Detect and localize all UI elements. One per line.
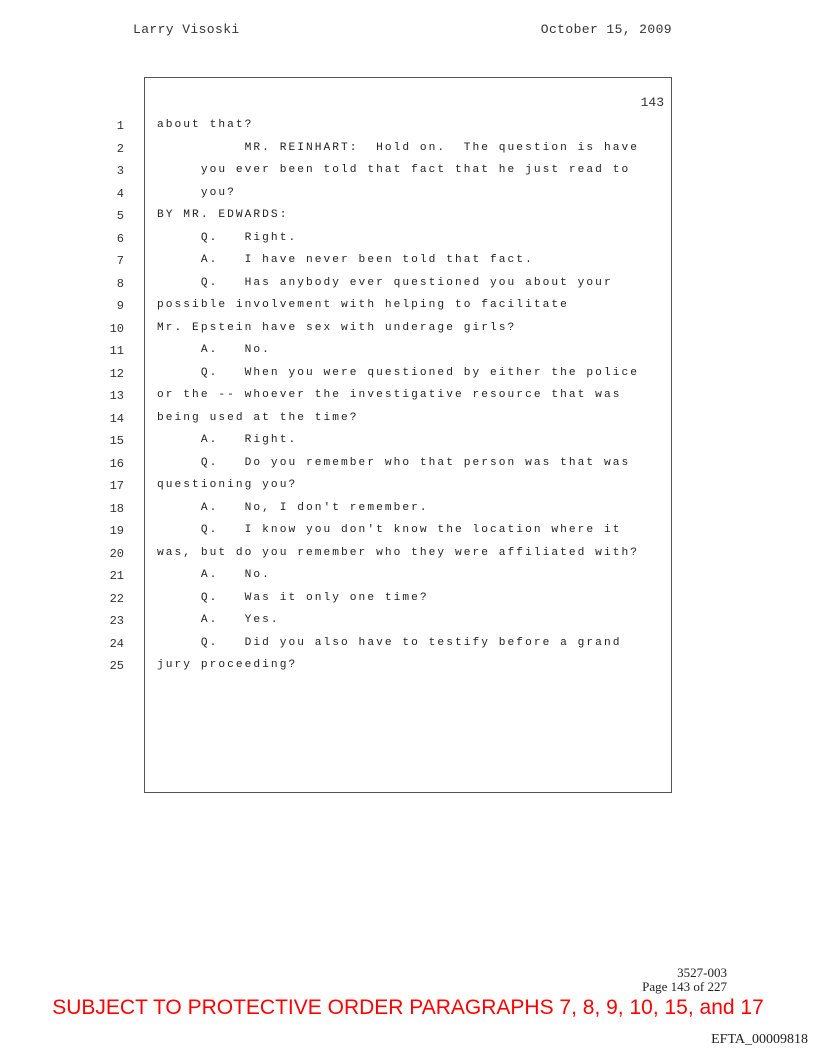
transcript-line [0,364,816,387]
deposition-date: October 15, 2009 [540,22,672,37]
line-text: A. No, I don't remember. [157,501,429,514]
line-text: A. No. [157,569,271,581]
line-text: Q. Was it only one time? [157,591,429,604]
line-number: 24 [109,636,124,651]
transcript-line [0,521,816,544]
transcript-lines [0,116,816,679]
line-text: you ever been told that fact that he just read to [157,164,631,176]
transcript-line [0,319,816,342]
transcript-line [0,454,816,477]
transcript-line [0,386,816,409]
footer-page-info [642,966,727,994]
line-number: 25 [109,659,124,673]
transcript-line [0,229,816,252]
line-text: A. Right. [157,434,298,446]
line-number: 11 [109,344,124,358]
transcript-line [0,251,816,274]
line-number: 9 [116,299,124,313]
line-number: 7 [116,254,124,268]
line-number: 6 [116,231,124,246]
line-text: BY MR. EDWARDS: [157,209,289,221]
transcript-line [0,431,816,454]
line-text: A. I have never been told that fact. [157,254,534,266]
line-text: about that? [157,119,254,131]
line-text: being used at the time? [157,411,359,424]
transcript-line [0,184,816,207]
line-number: 21 [109,569,124,583]
line-text: MR. REINHART: Hold on. The question is have [157,141,639,154]
line-number: 4 [116,186,124,201]
transcript-line [0,161,816,184]
line-text: Mr. Epstein have sex with underage girls? [157,321,517,334]
line-number: 3 [116,164,124,178]
line-number: 5 [116,209,124,223]
transcript-page-number: 143 [640,95,664,110]
transcript-line [0,611,816,634]
line-text: A. No. [157,344,271,356]
line-number: 23 [109,614,124,628]
line-number: 17 [109,479,124,493]
bates-number: EFTA_00009818 [711,1032,808,1047]
line-text: Q. I know you don't know the location where it [157,524,622,536]
line-text: Q. Do you remember who that person was that was [157,456,631,469]
line-text: possible involvement with helping to facilitate [157,299,569,311]
line-number: 10 [109,321,124,336]
transcript-line [0,634,816,657]
transcript-line [0,139,816,162]
line-number: 2 [116,141,124,156]
transcript-line [0,544,816,567]
transcript-line [0,206,816,229]
line-text: or the -- whoever the investigative resource that was [157,389,622,401]
line-text: you? [157,186,236,199]
line-text: Q. When you were questioned by either the police [157,366,639,379]
line-text: was, but do you remember who they were affiliated with? [157,546,639,559]
transcript-line [0,656,816,679]
transcript-line [0,341,816,364]
line-text: Q. Right. [157,231,298,244]
transcript-line [0,409,816,432]
transcript-line [0,116,816,139]
transcript-line [0,566,816,589]
line-number: 1 [116,119,124,133]
case-code: 3527-003 [677,965,727,980]
line-number: 16 [109,456,124,471]
page-of-total: Page 143 of 227 [642,979,727,994]
line-number: 14 [109,411,124,426]
line-number: 12 [109,366,124,381]
line-number: 22 [109,591,124,606]
transcript-line [0,589,816,612]
transcript-line [0,476,816,499]
line-number: 19 [109,524,124,538]
protective-order-notice: SUBJECT TO PROTECTIVE ORDER PARAGRAPHS 7, 8, 9, 10, 15, and 17 [52,996,764,1019]
witness-name: Larry Visoski [133,22,240,37]
line-text: Q. Has anybody ever questioned you about your [157,276,613,289]
line-number: 8 [116,276,124,291]
transcript-line [0,296,816,319]
line-number: 18 [109,501,124,516]
line-text: jury proceeding? [157,659,298,671]
line-number: 20 [109,546,124,561]
line-text: Q. Did you also have to testify before a grand [157,636,622,649]
transcript-line [0,274,816,297]
line-number: 15 [109,434,124,448]
line-text: questioning you? [157,479,298,491]
line-text: A. Yes. [157,614,280,626]
transcript-line [0,499,816,522]
line-number: 13 [109,389,124,403]
